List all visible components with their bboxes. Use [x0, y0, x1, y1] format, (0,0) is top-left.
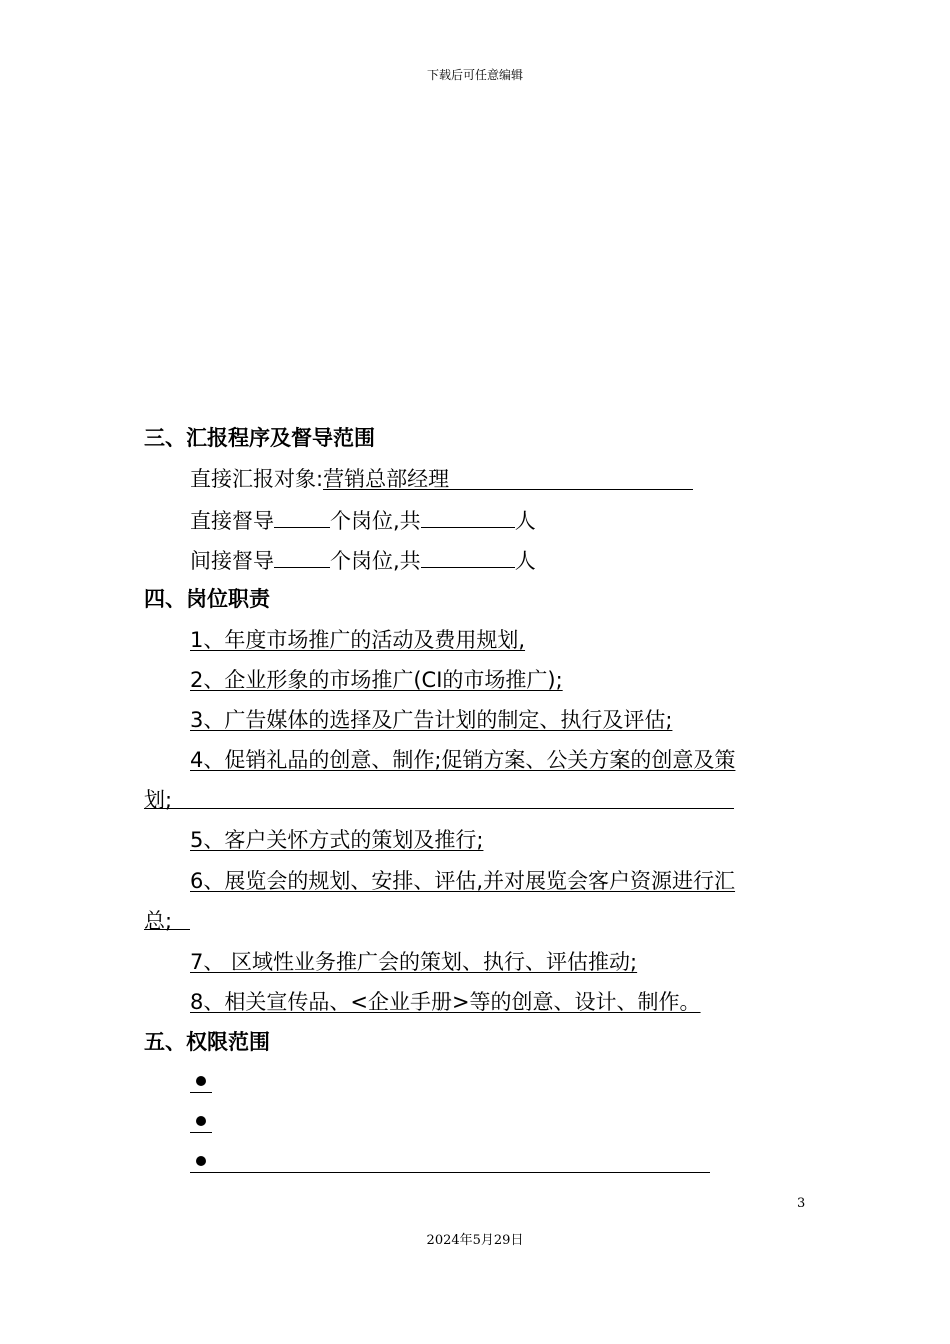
indirect-supervision-label: 间接督导 — [190, 549, 274, 573]
duty-item-3: 3、广告媒体的选择及广告计划的制定、执行及评估; — [190, 708, 673, 732]
duty-item-6-cont — [144, 907, 190, 935]
bullet-dot-icon — [196, 1076, 206, 1086]
duty-item-7: 7、 区域性业务推广会的策划、执行、评估推动; — [190, 950, 638, 974]
duty-item-6: 6、展览会的规划、安排、评估,并对展览会客户资源进行汇 — [190, 869, 736, 893]
report-to-value-field — [323, 465, 693, 490]
direct-supervision-label: 直接督导 — [190, 509, 274, 533]
section-4-title: 四、岗位职责 — [144, 587, 270, 611]
duty-item-2: 2、企业形象的市场推广(CI的市场推广); — [190, 668, 563, 692]
indirect-supervision-line — [190, 545, 536, 575]
page-number: 3 — [797, 1196, 806, 1211]
report-to-value: 营销总部经理 — [323, 467, 450, 491]
report-to-line — [190, 465, 693, 493]
authority-blank-2 — [190, 1132, 212, 1133]
section-3-title: 三、汇报程序及督导范围 — [144, 426, 375, 450]
direct-positions-blank — [274, 505, 330, 528]
direct-supervision-line — [190, 505, 536, 535]
authority-blank-3 — [190, 1172, 710, 1173]
direct-positions-label: 个岗位,共 — [330, 509, 421, 533]
bullet-dot-icon — [196, 1116, 206, 1126]
duty-item-8: 8、相关宣传品、<企业手册>等的创意、设计、制作。 — [190, 990, 701, 1014]
duty-item-1: 1、年度市场推广的活动及费用规划, — [190, 628, 526, 652]
direct-people-blank — [421, 505, 515, 528]
duty-item-4-cont — [144, 786, 734, 814]
authority-bullet-2 — [190, 1109, 206, 1133]
duty-item-6-cont-text: 总; — [144, 907, 190, 930]
section-5-title: 五、权限范围 — [144, 1030, 270, 1054]
indirect-positions-blank — [274, 545, 330, 568]
direct-people-label: 人 — [514, 509, 536, 533]
authority-bullet-1 — [190, 1069, 206, 1093]
duty-item-4-cont-text: 划; — [144, 786, 734, 809]
bullet-dot-icon — [196, 1156, 206, 1166]
authority-bullet-3 — [190, 1149, 206, 1173]
duty-item-5: 5、客户关怀方式的策划及推行; — [190, 828, 484, 852]
report-to-label: 直接汇报对象: — [190, 467, 324, 491]
duty-item-4: 4、促销礼品的创意、制作;促销方案、公关方案的创意及策 — [190, 748, 736, 772]
indirect-people-label: 人 — [514, 549, 536, 573]
page-header: 下载后可任意编辑 — [426, 68, 523, 82]
indirect-people-blank — [421, 545, 515, 568]
indirect-positions-label: 个岗位,共 — [330, 549, 421, 573]
footer-date: 2024年5月29日 — [426, 1233, 524, 1248]
authority-blank-1 — [190, 1092, 212, 1093]
